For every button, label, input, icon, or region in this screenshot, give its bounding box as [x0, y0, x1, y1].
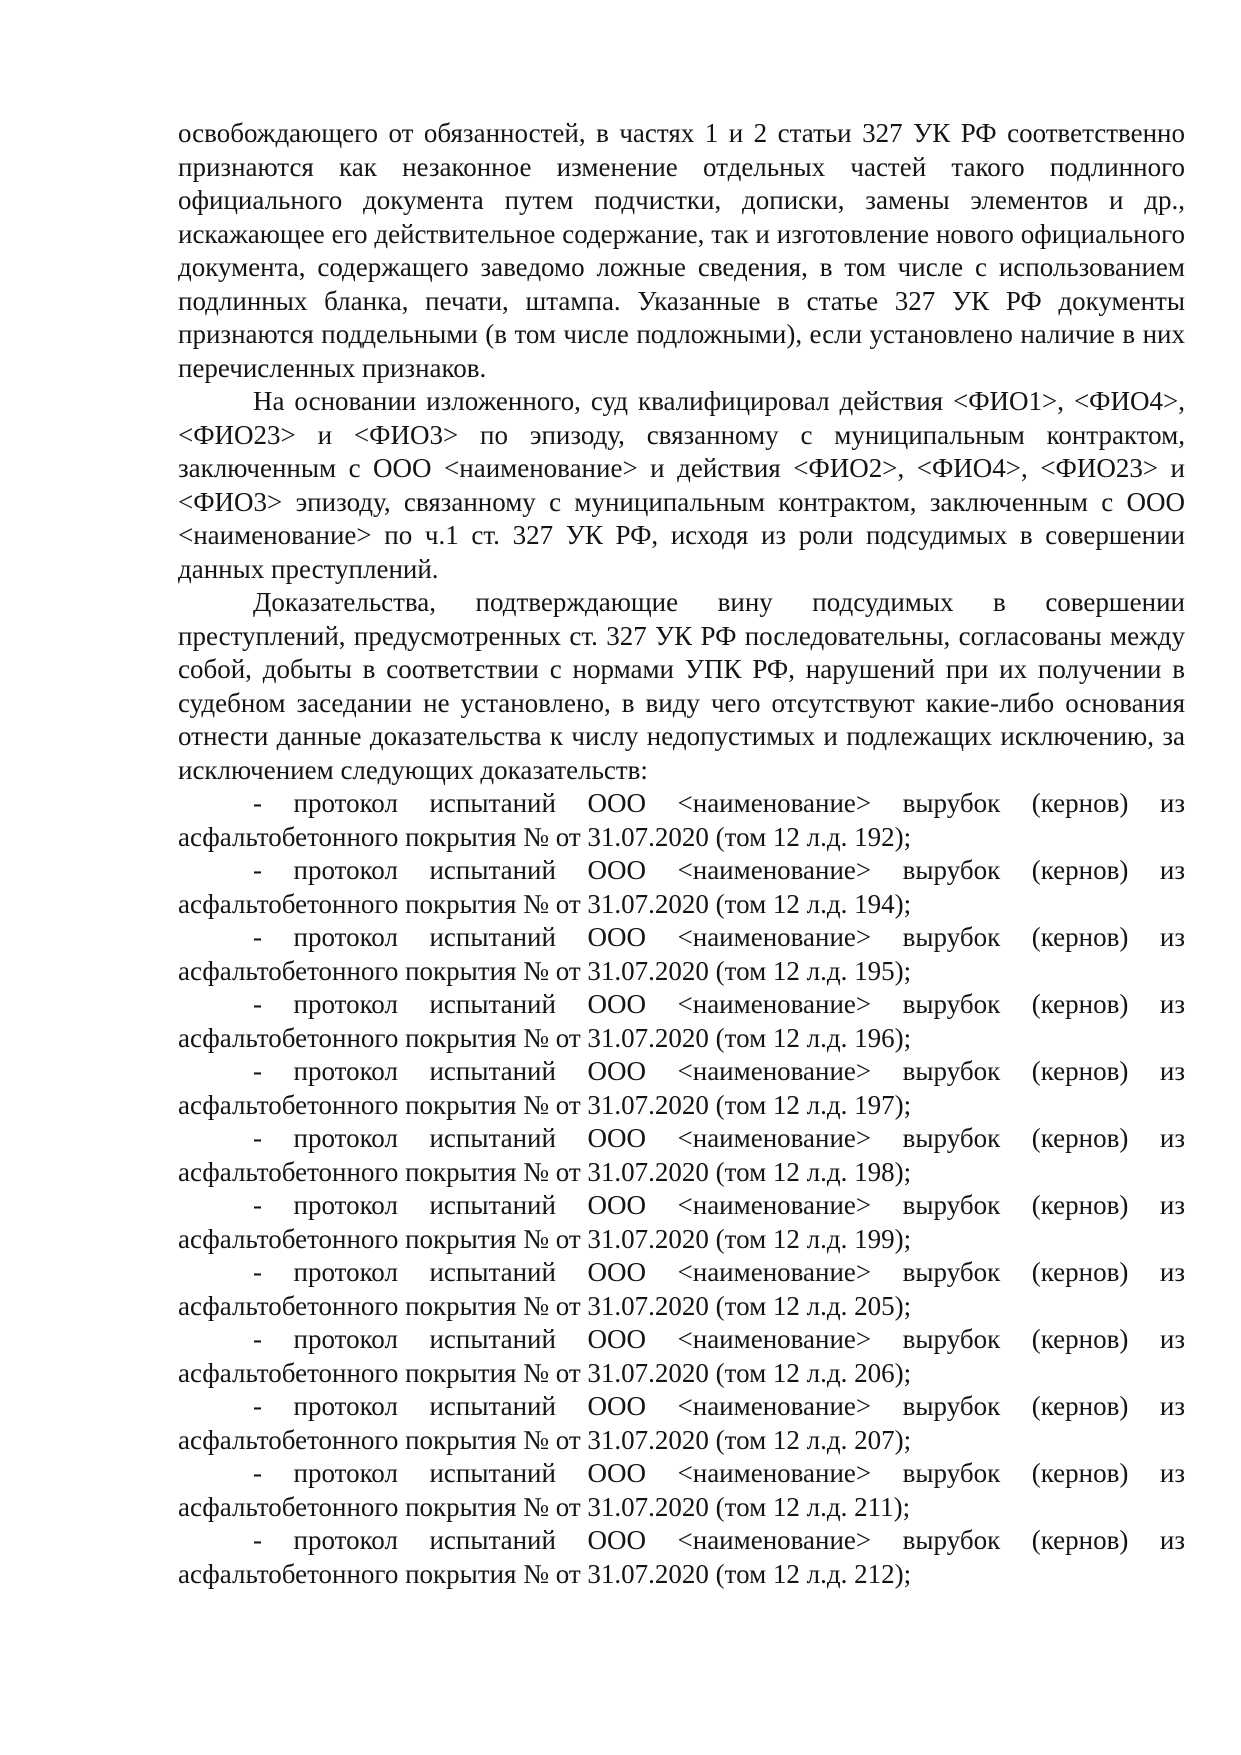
list-item: - протокол испытаний ООО <наименование> вырубок (кернов) из асфальтобетонного покрытия № от 31.07.2020 (том 12 л.д. 196);: [178, 989, 1185, 1053]
list-item: - протокол испытаний ООО <наименование> вырубок (кернов) из асфальтобетонного покрытия № от 31.07.2020 (том 12 л.д. 192);: [178, 788, 1185, 852]
list-item: - протокол испытаний ООО <наименование> вырубок (кернов) из асфальтобетонного покрытия № от 31.07.2020 (том 12 л.д. 194);: [178, 855, 1185, 919]
paragraph-qualification: На основании изложенного, суд квалифицировал действия <ФИО1>, <ФИО4>, <ФИО23> и <ФИО3> по эпизоду, связанному с муниципальным контрактом, заключенным с ООО <наименование> и действия <ФИО2>, <ФИО4>, <ФИО23> и <ФИО3> эпизоду, связанному с муниципальным контрактом, заключенным с ООО <наименование> по ч.1 ст. 327 УК РФ, исходя из роли подсудимых в совершении данных преступлений.: [178, 386, 1185, 584]
excluded-evidence-list: [178, 787, 1185, 1591]
list-item: - протокол испытаний ООО <наименование> вырубок (кернов) из асфальтобетонного покрытия № от 31.07.2020 (том 12 л.д. 199);: [178, 1190, 1185, 1254]
list-item: - протокол испытаний ООО <наименование> вырубок (кернов) из асфальтобетонного покрытия № от 31.07.2020 (том 12 л.д. 197);: [178, 1056, 1185, 1120]
list-item: - протокол испытаний ООО <наименование> вырубок (кернов) из асфальтобетонного покрытия № от 31.07.2020 (том 12 л.д. 198);: [178, 1123, 1185, 1187]
list-item: - протокол испытаний ООО <наименование> вырубок (кернов) из асфальтобетонного покрытия № от 31.07.2020 (том 12 л.д. 211);: [178, 1458, 1185, 1522]
document-page: [178, 117, 1185, 1591]
paragraph-continuation: освобождающего от обязанностей, в частях 1 и 2 статьи 327 УК РФ соответственно признаются как незаконное изменение отдельных частей такого подлинного официального документа путем подчистки, дописки, замены элементов и др., искажающее его действительное содержание, так и изготовление нового официального документа, содержащего заведомо ложные сведения, в том числе с использованием подлинных бланка, печати, штампа. Указанные в статье 327 УК РФ документы признаются поддельными (в том числе подложными), если установлено наличие в них перечисленных признаков.: [178, 118, 1185, 383]
list-item: - протокол испытаний ООО <наименование> вырубок (кернов) из асфальтобетонного покрытия № от 31.07.2020 (том 12 л.д. 207);: [178, 1391, 1185, 1455]
list-item: - протокол испытаний ООО <наименование> вырубок (кернов) из асфальтобетонного покрытия № от 31.07.2020 (том 12 л.д. 205);: [178, 1257, 1185, 1321]
list-item: - протокол испытаний ООО <наименование> вырубок (кернов) из асфальтобетонного покрытия № от 31.07.2020 (том 12 л.д. 212);: [178, 1525, 1185, 1589]
list-item: - протокол испытаний ООО <наименование> вырубок (кернов) из асфальтобетонного покрытия № от 31.07.2020 (том 12 л.д. 195);: [178, 922, 1185, 986]
paragraph-evidence: Доказательства, подтверждающие вину подсудимых в совершении преступлений, предусмотренных ст. 327 УК РФ последовательны, согласованы между собой, добыты в соответствии с нормами УПК РФ, нарушений при их получении в судебном заседании не установлено, в виду чего отсутствуют какие-либо основания отнести данные доказательства к числу недопустимых и подлежащих исключению, за исключением следующих доказательств:: [178, 587, 1185, 785]
list-item: - протокол испытаний ООО <наименование> вырубок (кернов) из асфальтобетонного покрытия № от 31.07.2020 (том 12 л.д. 206);: [178, 1324, 1185, 1388]
